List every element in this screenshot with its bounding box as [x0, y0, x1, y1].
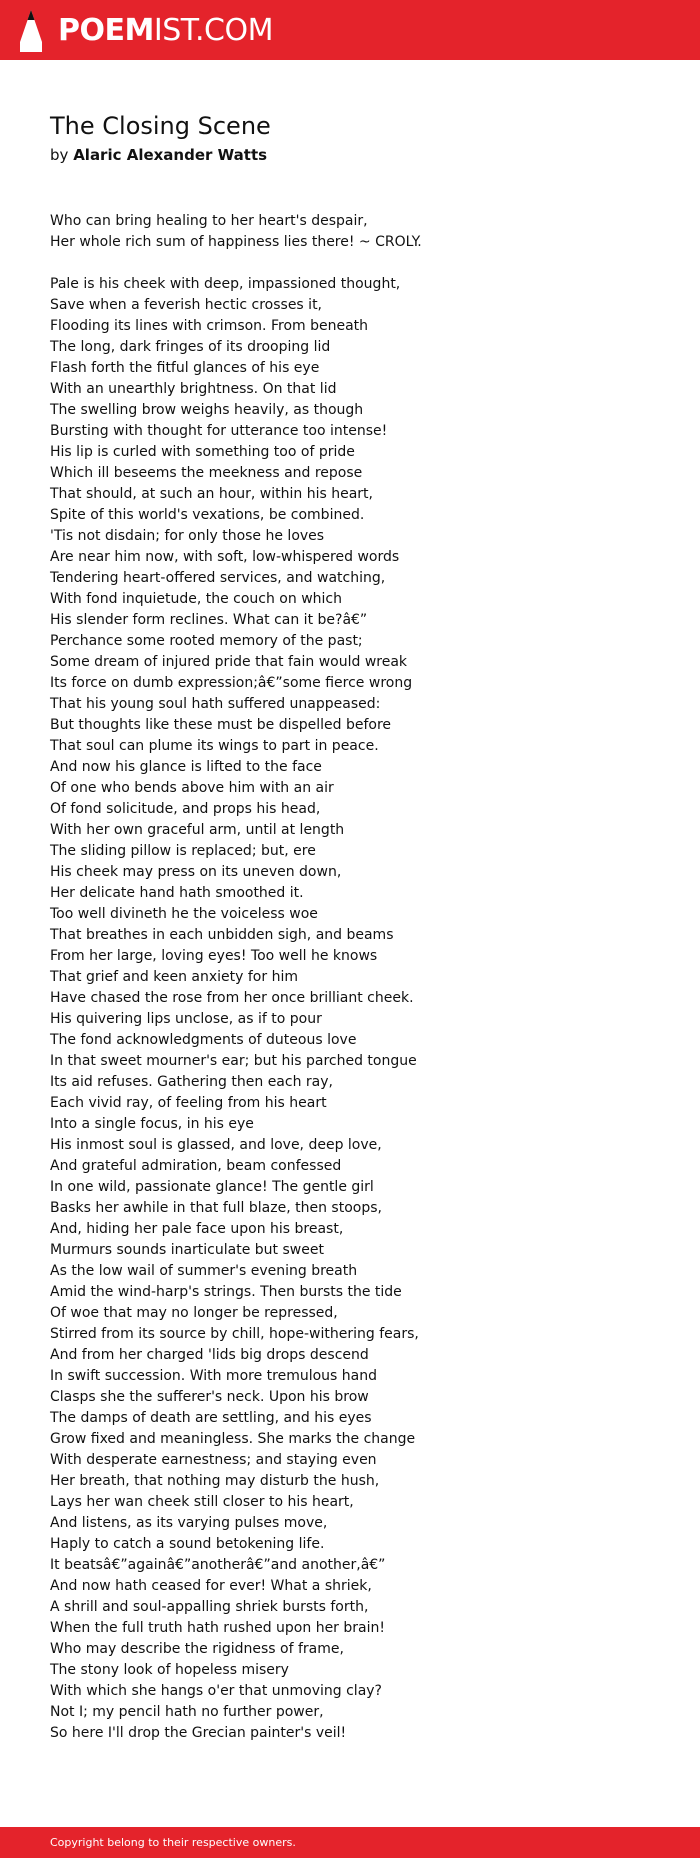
poem-line: Too well divineth he the voiceless woe: [50, 906, 318, 922]
poem-line: Basks her awhile in that full blaze, then stoops,: [50, 1200, 382, 1216]
poem-line: Haply to catch a sound betokening life.: [50, 1536, 325, 1552]
poem-line: Amid the wind-harp's strings. Then bursts the tide: [50, 1284, 402, 1300]
poem-line: Flash forth the fitful glances of his eye: [50, 360, 320, 376]
poem-line: And, hiding her pale face upon his breast,: [50, 1221, 344, 1237]
poem-line: In swift succession. With more tremulous hand: [50, 1368, 377, 1384]
logo-wordmark: [58, 10, 273, 52]
poem-line: Spite of this world's vexations, be combined.: [50, 507, 365, 523]
poem-line: Which ill beseems the meekness and repose: [50, 465, 363, 481]
poem-line: Perchance some rooted memory of the past;: [50, 633, 363, 649]
poem-line: Its force on dumb expression;â€”some fierce wrong: [50, 675, 413, 691]
poem-line: Her delicate hand hath smoothed it.: [50, 885, 304, 901]
poem-line: Stirred from its source by chill, hope-withering fears,: [50, 1326, 419, 1342]
poem-line: Pale is his cheek with deep, impassioned thought,: [50, 276, 401, 292]
poem-line: Lays her wan cheek still closer to his heart,: [50, 1494, 354, 1510]
poem-line: His cheek may press on its uneven down,: [50, 864, 342, 880]
poem-line: Bursting with thought for utterance too intense!: [50, 423, 388, 439]
poem-line: Save when a feverish hectic crosses it,: [50, 297, 323, 313]
poem-line: That breathes in each unbidden sigh, and beams: [50, 927, 394, 943]
poem-line: And now his glance is lifted to the face: [50, 759, 322, 775]
poem-line: With her own graceful arm, until at length: [50, 822, 345, 838]
site-footer: [0, 1827, 700, 1858]
poem-line: His quivering lips unclose, as if to pour: [50, 1011, 322, 1027]
poem-line: That should, at such an hour, within his heart,: [50, 486, 373, 502]
poem-line: Tendering heart-offered services, and watching,: [50, 570, 386, 586]
poem-line: That his young soul hath suffered unappeased:: [50, 696, 381, 712]
poem-line: The sliding pillow is replaced; but, ere: [50, 843, 316, 859]
poem-line: Some dream of injured pride that fain would wreak: [50, 654, 408, 670]
poem-line: With an unearthly brightness. On that lid: [50, 381, 337, 397]
epigraph-line: Who can bring healing to her heart's despair,: [50, 213, 368, 229]
poem-line: Have chased the rose from her once brilliant cheek.: [50, 990, 414, 1006]
poem-line: Into a single focus, in his eye: [50, 1116, 254, 1132]
poem-line: And grateful admiration, beam confessed: [50, 1158, 342, 1174]
poem-line: And listens, as its varying pulses move,: [50, 1515, 328, 1531]
poem-line: The damps of death are settling, and his eyes: [50, 1410, 372, 1426]
poem-line: His lip is curled with something too of pride: [50, 444, 355, 460]
copyright-text: Copyright belong to their respective owners.: [50, 1836, 296, 1849]
poem-line: Her breath, that nothing may disturb the hush,: [50, 1473, 380, 1489]
poem-line: As the low wail of summer's evening breath: [50, 1263, 358, 1279]
logo-text-light: IST.COM: [153, 13, 273, 48]
poem-line: Who may describe the rigidness of frame,: [50, 1641, 344, 1657]
poem-line: And from her charged 'lids big drops descend: [50, 1347, 369, 1363]
poem-line: In that sweet mourner's ear; but his parched tongue: [50, 1053, 417, 1069]
author-name: Alaric Alexander Watts: [73, 146, 268, 164]
stanza-gap: [50, 253, 650, 274]
poem-line: The swelling brow weighs heavily, as though: [50, 402, 364, 418]
poem-line: With which she hangs o'er that unmoving clay?: [50, 1683, 382, 1699]
poem-line: Not I; my pencil hath no further power,: [50, 1704, 324, 1720]
site-header: [0, 0, 700, 60]
pencil-icon: [18, 10, 44, 52]
poem-line: In one wild, passionate glance! The gentle girl: [50, 1179, 374, 1195]
poem-line: With fond inquietude, the couch on which: [50, 591, 342, 607]
poem-line: It beatsâ€”againâ€”anotherâ€”and another,â€”: [50, 1557, 386, 1573]
poem-line: From her large, loving eyes! Too well he knows: [50, 948, 378, 964]
poem-line: But thoughts like these must be dispelled before: [50, 717, 392, 733]
poem-line: The stony look of hopeless misery: [50, 1662, 289, 1678]
poem-line: Murmurs sounds inarticulate but sweet: [50, 1242, 324, 1258]
by-label: by: [50, 146, 69, 164]
epigraph-line: Her whole rich sum of happiness lies there! ~ CROLY.: [50, 234, 422, 250]
poem-line: Of fond solicitude, and props his head,: [50, 801, 321, 817]
byline: [50, 144, 650, 166]
poem-line: Grow fixed and meaningless. She marks the change: [50, 1431, 416, 1447]
poem-line: With desperate earnestness; and staying even: [50, 1452, 377, 1468]
poem-line: A shrill and soul-appalling shriek bursts forth,: [50, 1599, 369, 1615]
poem-line: Its aid refuses. Gathering then each ray,: [50, 1074, 333, 1090]
logo-text-bold: POEM: [58, 13, 154, 48]
poem-line: The long, dark fringes of its drooping lid: [50, 339, 331, 355]
poem-line: Of one who bends above him with an air: [50, 780, 334, 796]
poem-line: His inmost soul is glassed, and love, deep love,: [50, 1137, 382, 1153]
poem-line: That soul can plume its wings to part in peace.: [50, 738, 379, 754]
poem-line: That grief and keen anxiety for him: [50, 969, 298, 985]
poem-line: His slender form reclines. What can it be?â€”: [50, 612, 368, 628]
poem-line: Are near him now, with soft, low-whispered words: [50, 549, 400, 565]
poem-line: And now hath ceased for ever! What a shriek,: [50, 1578, 372, 1594]
poem-container: [50, 110, 650, 1744]
poem-line: The fond acknowledgments of duteous love: [50, 1032, 357, 1048]
poem-line: 'Tis not disdain; for only those he loves: [50, 528, 325, 544]
poem-title: The Closing Scene: [50, 112, 271, 140]
poem-line: Each vivid ray, of feeling from his heart: [50, 1095, 327, 1111]
poem-line: Flooding its lines with crimson. From beneath: [50, 318, 369, 334]
poem-line: Clasps she the sufferer's neck. Upon his brow: [50, 1389, 369, 1405]
poem-body: [50, 211, 650, 1744]
poem-line: So here I'll drop the Grecian painter's veil!: [50, 1725, 347, 1741]
site-logo[interactable]: [18, 10, 273, 52]
poem-line: Of woe that may no longer be repressed,: [50, 1305, 338, 1321]
poem-line: When the full truth hath rushed upon her brain!: [50, 1620, 385, 1636]
